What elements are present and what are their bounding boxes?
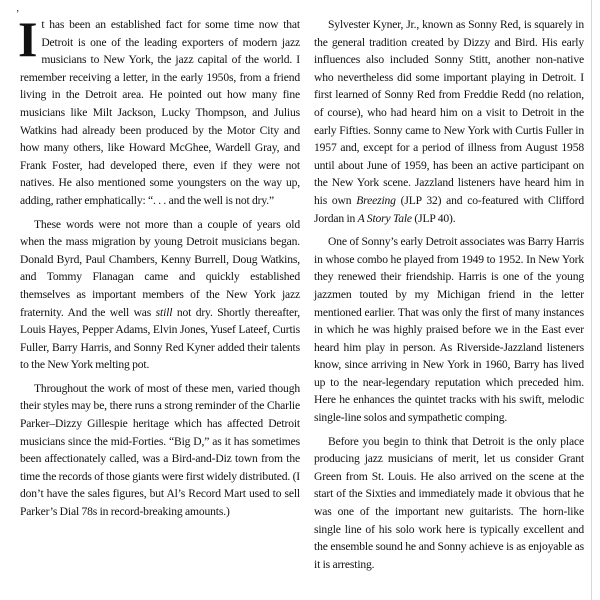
page-edge-divider	[591, 0, 592, 600]
left-paragraph-2	[20, 216, 300, 374]
right-column	[314, 16, 584, 579]
right-paragraph-1-text-a: Sylvester Kyner, Jr., known as Sonny Red, is squarely in the general tradition created by Dizzy and Bird. His early influences also included Sonny Stitt, another non-native who nevertheless did some important playing in Detroit. I first learned of Sonny Red from Freddie Redd (no relation, of course), who had heard him on a visit to Detroit in the early Fifties. Sonny came to New York with Curtis Fuller in 1957 and, except for a period of illness from August 1958 until about June of 1959, has been an active participant on the New York scene. Jazzland listeners have heard him in his own	[314, 18, 584, 207]
right-paragraph-3: Before you begin to think that Detroit is the only place producing jazz musicians of merit, let us consider Grant Green from St. Louis. He also arrived on the scene at the start of the Sixties and immediately made it obvious that he was one of the important new guitarists. The horn-like single line of his solo work here is typically excellent and the ensemble sound he and Sonny achieve is as enjoyable as it is arresting.	[314, 434, 584, 571]
left-paragraph-1	[18, 11, 300, 210]
left-paragraph-1-text: t has been an established fact for some time now that Detroit is one of the leading exporters of modern jazz musicians to New York, the jazz capital of the world. I remember receiving a letter, in the early 1950s, from a friend living in the Detroit area. He pointed out how many fine musicians like Milt Jackson, Lucky Thompson, and Julius Watkins had already been produced by the Motor City and how many others, like Howard McGhee, Wardell Gray, and Frank Foster, had developed there, even if they were not natives. He also mentioned some youngsters on the way up, adding, rather emphatically: “. . . and the well is not dry.”	[20, 18, 300, 207]
left-paragraph-2-text-a: These words were not more than a couple of years old when the mass migration by young Detroit musicians began. Donald Byrd, Paul Chambers, Kenny Burrell, Doug Watkins, and Tommy Flanagan came and quickly established themselves as important members of the New York jazz fraternity. And the well was	[20, 217, 300, 319]
right-paragraph-2: One of Sonny’s early Detroit associates was Barry Harris in whose combo he played from 1949 to 1952. In New York they renewed their friendship. Harris is one of the young jazzmen touted by my Michigan friend in the letter mentioned earlier. That was only the first of many instances in which he was highly praised before we in the East ever heard him play in person. As Riverside-Jazzland listeners know, since arriving in New York in 1960, Barry has lived up to the near-legendary reputation which preceded him. Here he enhances the quintet tracks with his swift, melodic single-line solos and sympathetic comping.	[314, 235, 584, 425]
left-paragraph-3: Throughout the work of most of these men, varied though their styles may be, there runs a strong reminder of the Charlie Parker–Dizzy Gillespie heritage which has affected Detroit musicians since the mid-Forties. “Big D,” as it has sometimes been affectionately called, was a Bird-and-Diz town from the time the records of those giants were first widely distributed. (I don’t have the sales figures, but Al’s Record Mart used to sell Parker’s Dial 78s in record-breaking amounts.)	[20, 381, 300, 519]
right-paragraph-1-text-c: (JLP 40).	[411, 211, 456, 225]
right-paragraph-1-text-b: (JLP 32) and co-featured with Clifford Jordan in	[314, 193, 584, 225]
left-paragraph-2-emphasis: still	[155, 305, 173, 319]
left-column	[18, 11, 300, 527]
right-paragraph-1	[314, 16, 584, 227]
album-title-breezing: Breezing	[356, 193, 396, 207]
album-title-a-story-tale: A Story Tale	[357, 211, 412, 225]
drop-cap: I	[18, 11, 38, 67]
ornament-mark: ‚	[16, 3, 20, 14]
left-paragraph-2-text-b: not dry. Shortly thereafter, Louis Hayes, Pepper Adams, Elvin Jones, Yusef Lateef, Curtis Fuller, Barry Harris, and Sonny Red Kyner added their talents to the New York melting pot.	[20, 305, 300, 372]
